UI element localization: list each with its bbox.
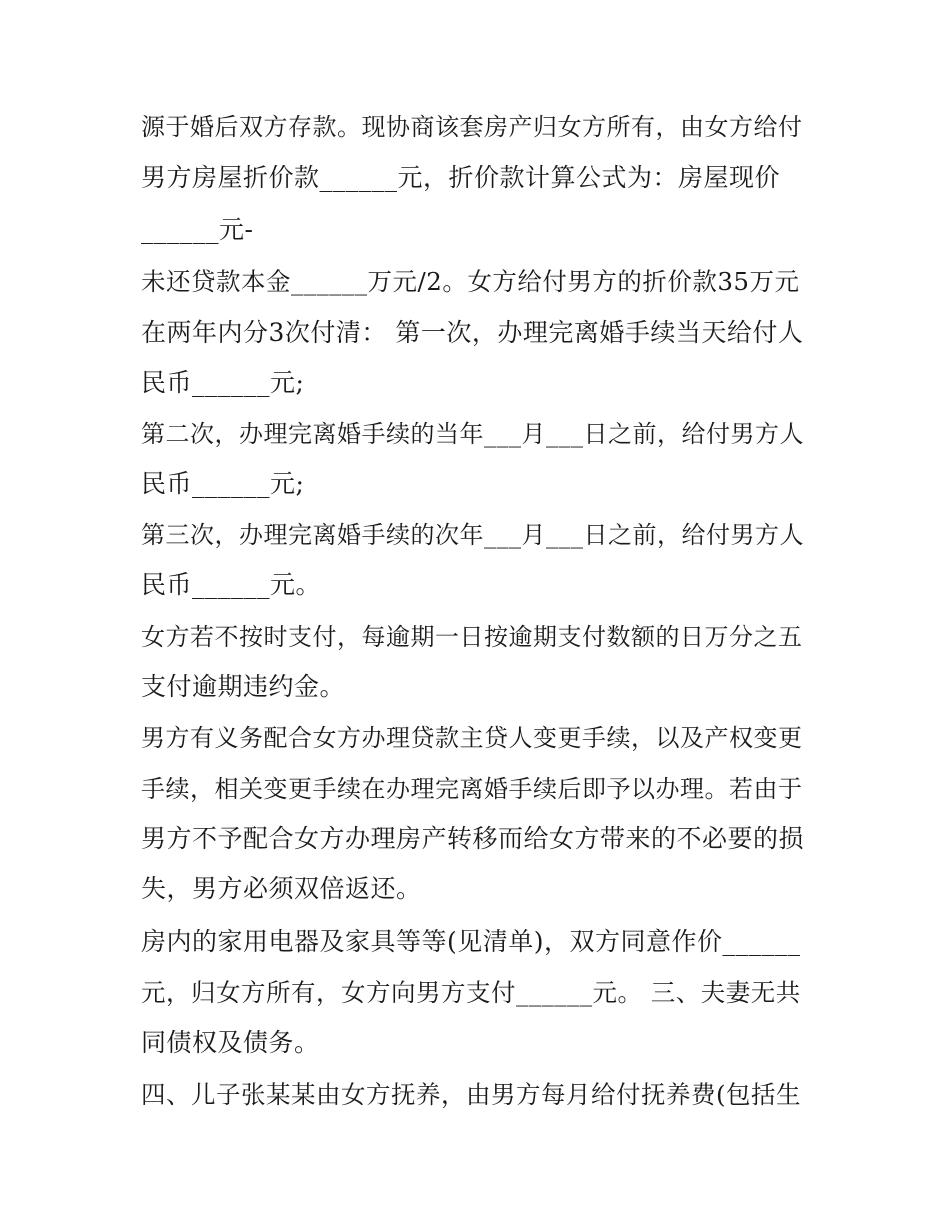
text-line: 房内的家用电器及家具等等(见清单)，双方同意作价______ <box>141 927 801 956</box>
text-line: 男方有义务配合女方办理贷款主贷人变更手续，以及产权变更 <box>141 724 803 752</box>
text-line: ______元- <box>141 215 254 244</box>
text-line: 未还贷款本金______万元/2。女方给付男方的折价款35万元 <box>141 267 800 296</box>
text-line: 女方若不按时支付，每逾期一日按逾期支付数额的日万分之五 <box>141 623 803 651</box>
text-line: 元，归女方所有，女方向男方支付______元。 三、夫妻无共 <box>141 978 801 1007</box>
text-line: 第二次，办理完离婚手续的当年___月___日之前，给付男方人 <box>141 420 804 448</box>
text-line: 民币______元; <box>141 368 305 397</box>
text-line: 第三次，办理完离婚手续的次年___月___日之前，给付男方人 <box>141 521 804 549</box>
text-line: 源于婚后双方存款。现协商该套房产归女方所有，由女方给付 <box>141 113 803 141</box>
text-line: 民币______元。 <box>141 570 322 599</box>
text-line: 手续，相关变更手续在办理完离婚手续后即予以办理。若由于 <box>141 775 803 803</box>
text-line: 在两年内分3次付清： 第一次，办理完离婚手续当天给付人 <box>141 318 804 347</box>
text-line: 民币______元; <box>141 469 305 498</box>
text-line: 男方房屋折价款______元，折价款计算公式为：房屋现价 <box>141 163 781 192</box>
text-line: 男方不予配合女方办理房产转移而给女方带来的不必要的损 <box>141 824 805 853</box>
text-line: 四、儿子张某某由女方抚养，由男方每月给付抚养费(包括生 <box>141 1080 802 1109</box>
text-line: 同债权及债务。 <box>141 1028 320 1057</box>
text-line: 支付逾期违约金。 <box>141 672 346 701</box>
text-line: 失，男方必须双倍返还。 <box>141 874 422 903</box>
